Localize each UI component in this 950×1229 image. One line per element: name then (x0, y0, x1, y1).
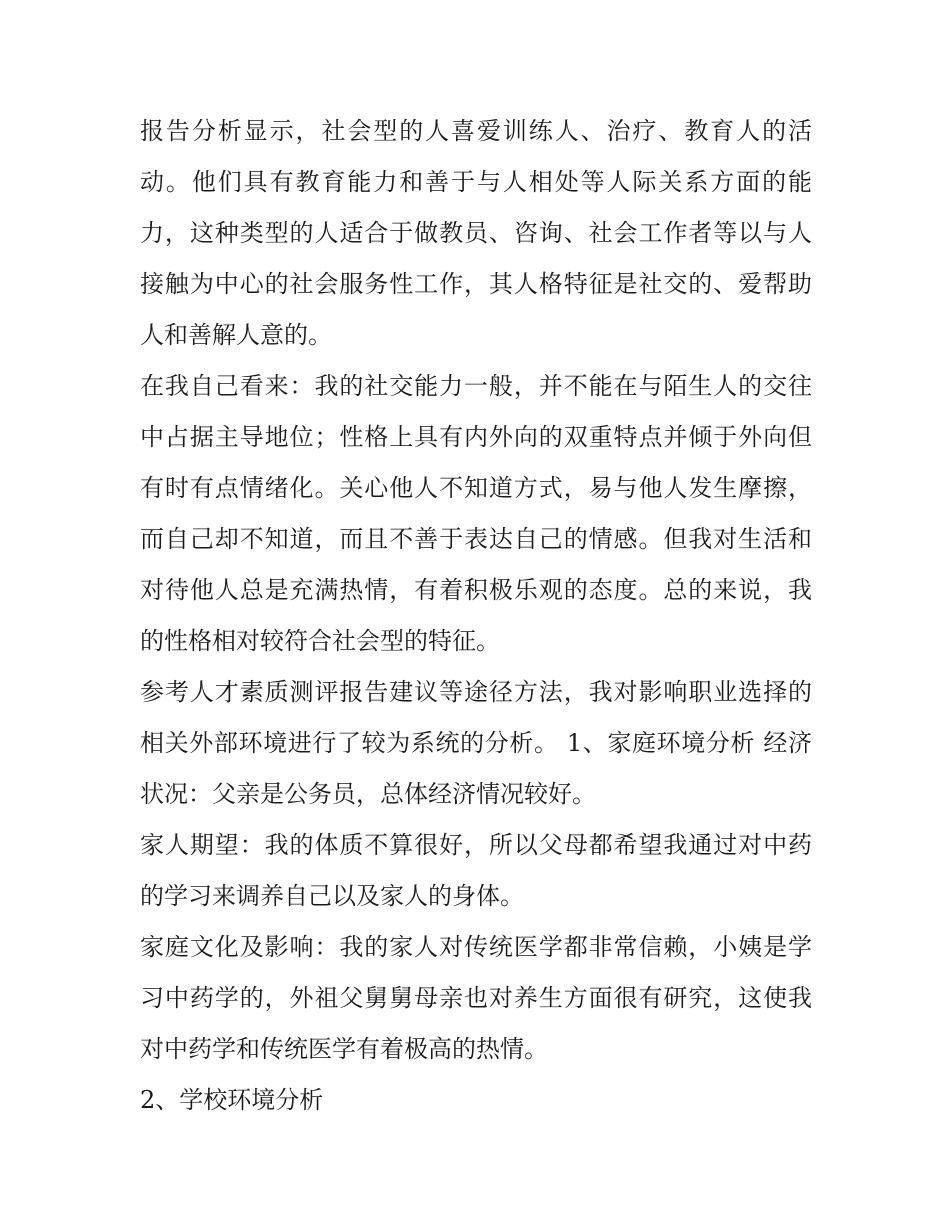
section-heading-school-environment (140, 1075, 812, 1126)
text-line: 家庭文化及影响：我的家人对传统医学都非常信赖，小姨是学 (140, 933, 812, 961)
text-line: 的学习来调养自己以及家人的身体。 (140, 882, 524, 910)
text-line: 中占据主导地位；性格上具有内外向的双重特点并倾于外向但 (140, 423, 812, 451)
text-line: 对待他人总是充满热情，有着积极乐观的态度。总的来说，我 (140, 576, 812, 604)
text-line: 相关外部环境进行了较为系统的分析。 1、家庭环境分析 经济 (140, 729, 812, 757)
text-line: 人和善解人意的。 (140, 321, 332, 349)
text-line: 对中药学和传统医学有着极高的热情。 (140, 1035, 548, 1063)
document-body (140, 106, 812, 1126)
paragraph-family-expectation (140, 820, 812, 922)
paragraph-family-culture (140, 922, 812, 1075)
text-line: 接触为中心的社会服务性工作，其人格特征是社交的、爱帮助 (140, 270, 812, 298)
paragraph-external-environment (140, 667, 812, 820)
text-line: 动。他们具有教育能力和善于与人相处等人际关系方面的能 (140, 168, 812, 196)
text-line: 力，这种类型的人适合于做教员、咨询、社会工作者等以与人 (140, 219, 812, 247)
text-line: 参考人才素质测评报告建议等途径方法，我对影响职业选择的 (140, 678, 812, 706)
paragraph-social-type (140, 106, 812, 361)
text-line: 在我自己看来：我的社交能力一般，并不能在与陌生人的交往 (140, 372, 812, 400)
text-line: 有时有点情绪化。关心他人不知道方式，易与他人发生摩擦， (140, 474, 812, 502)
paragraph-self-view (140, 361, 812, 667)
text-line: 报告分析显示，社会型的人喜爱训练人、治疗、教育人的活 (140, 117, 812, 145)
section-heading: 2、学校环境分析 (140, 1086, 324, 1114)
text-line: 的性格相对较符合社会型的特征。 (140, 627, 500, 655)
text-line: 而自己却不知道，而且不善于表达自己的情感。但我对生活和 (140, 525, 812, 553)
text-line: 习中药学的，外祖父舅舅母亲也对养生方面很有研究，这使我 (140, 984, 812, 1012)
text-line: 家人期望：我的体质不算很好，所以父母都希望我通过对中药 (140, 831, 812, 859)
text-line: 状况：父亲是公务员，总体经济情况较好。 (140, 780, 596, 808)
